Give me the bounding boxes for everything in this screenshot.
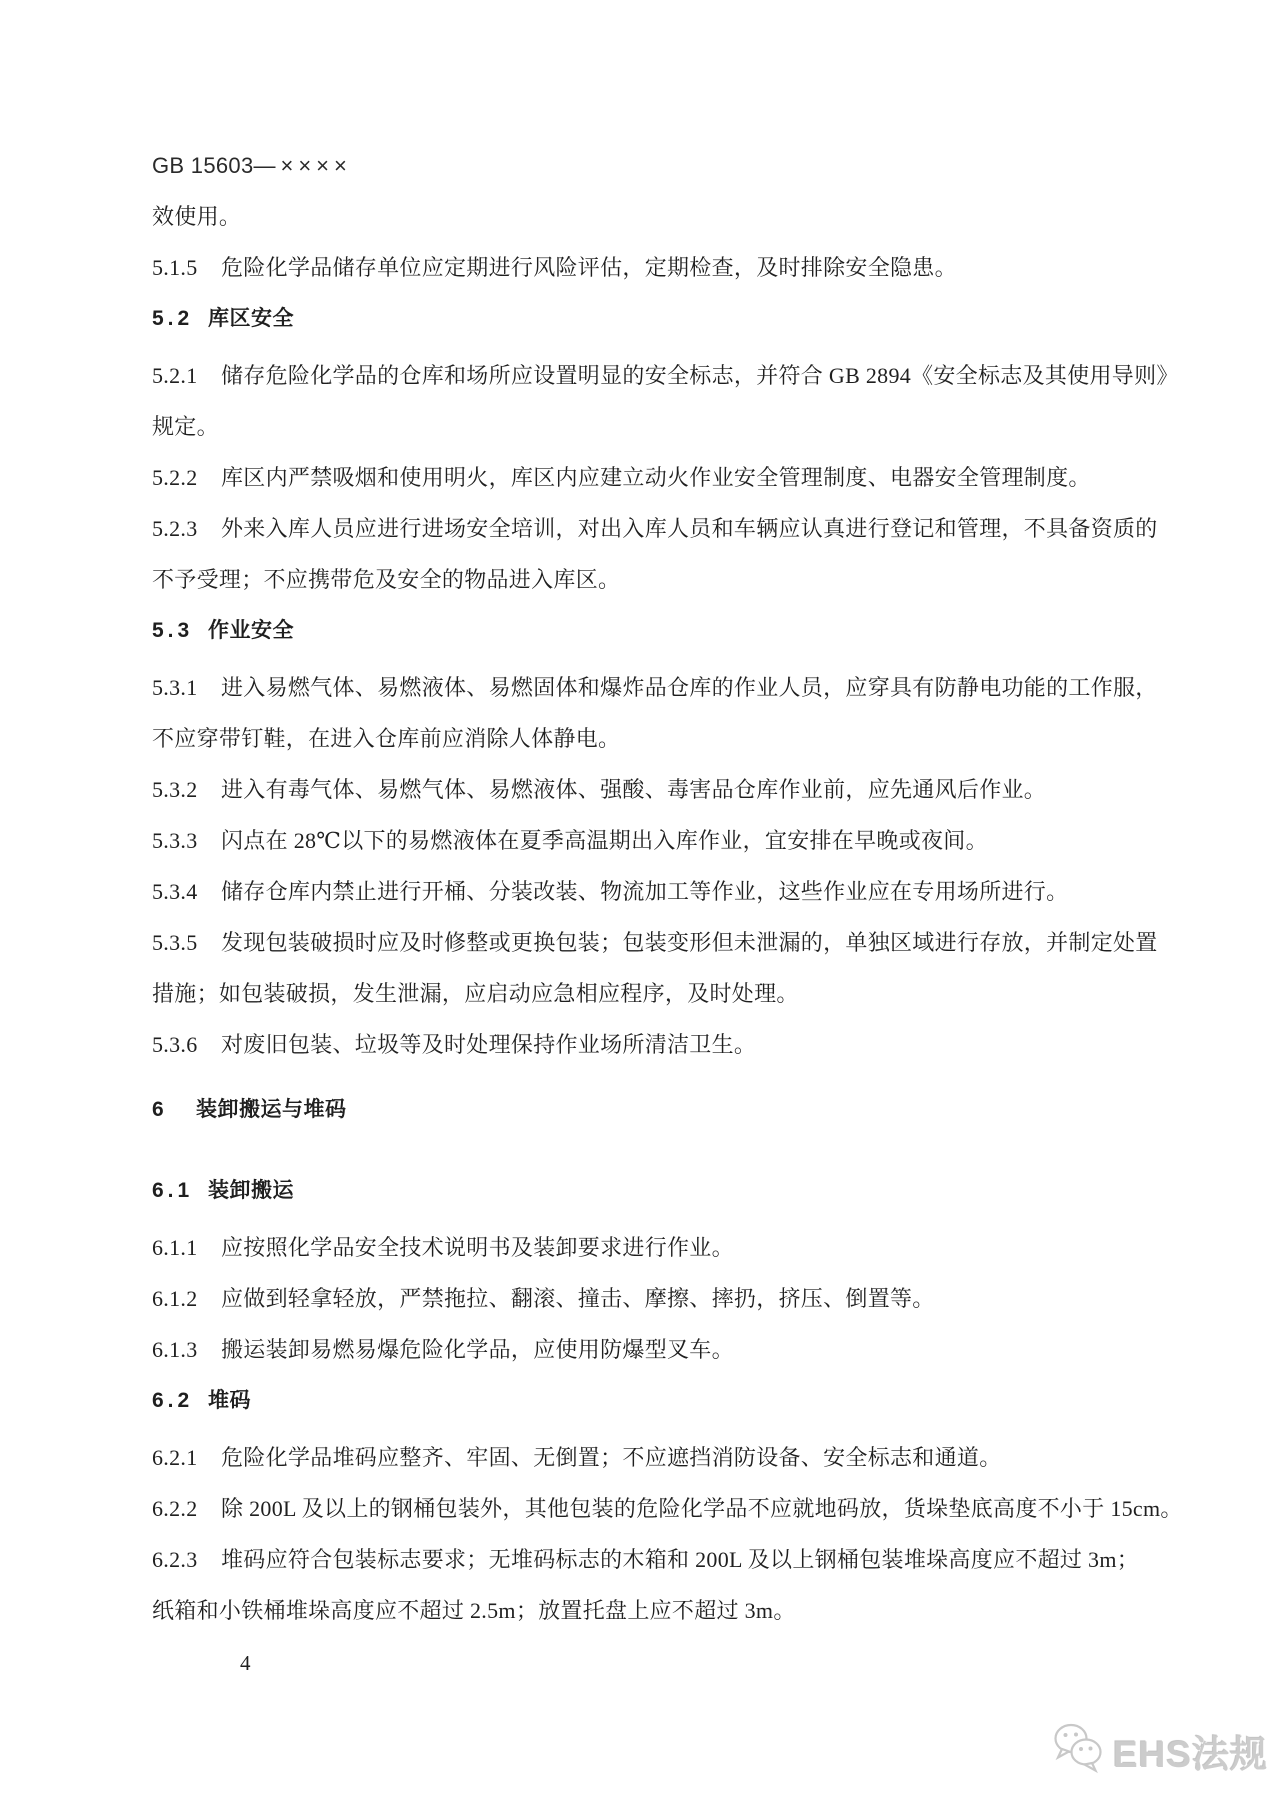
- wechat-icon: [1052, 1722, 1106, 1779]
- clause-line: [152, 1328, 1164, 1372]
- clause-text: 装卸搬运与堆码: [196, 1098, 347, 1121]
- clause-text: 储存危险化学品的仓库和场所应设置明显的安全标志，并符合 GB 2894《安全标志及其使用导则》: [221, 363, 1179, 388]
- clause-number: 5.2.3: [152, 516, 198, 541]
- watermark-label: EHS法规: [1113, 1733, 1269, 1775]
- clause-line: [152, 768, 1164, 812]
- clause-number: 5.3.3: [152, 828, 198, 853]
- clause-number: 5.2.2: [152, 465, 198, 490]
- clause-line: [152, 1226, 1164, 1270]
- standard-year-placeholder: —××××: [253, 153, 352, 178]
- page-number: 4: [240, 1651, 251, 1675]
- clause-line: [152, 507, 1164, 551]
- continuation-line: [152, 195, 1164, 239]
- clause-list: [152, 195, 1183, 1633]
- chapter-heading: [152, 1088, 1164, 1132]
- clause-text: 应做到轻拿轻放，严禁拖拉、翻滚、撞击、摩擦、摔扔，挤压、倒置等。: [221, 1286, 935, 1311]
- section-heading: [152, 609, 1164, 653]
- clause-line: [152, 1436, 1164, 1480]
- clause-text: 进入有毒气体、易燃气体、易燃液体、强酸、毒害品仓库作业前，应先通风后作业。: [221, 777, 1047, 802]
- clause-text: 不予受理；不应携带危及安全的物品进入库区。: [152, 567, 621, 592]
- section-heading: [152, 1169, 1164, 1213]
- clause-text: 规定。: [152, 414, 219, 439]
- clause-line: [152, 819, 1164, 863]
- clause-text: 发现包装破损时应及时修整或更换包装；包装变形但未泄漏的，单独区域进行存放，并制定处置: [221, 930, 1158, 955]
- clause-text: 库区安全: [208, 307, 294, 330]
- document-content: [152, 144, 1183, 1692]
- clause-text: 危险化学品储存单位应定期进行风险评估，定期检查，及时排除安全隐患。: [221, 255, 957, 280]
- clause-number: 5.3: [152, 619, 194, 642]
- clause-number: 6.1: [152, 1179, 194, 1202]
- continuation-line: [152, 972, 1164, 1016]
- clause-number: 5.1.5: [152, 255, 198, 280]
- clause-line: [152, 1487, 1183, 1531]
- clause-text: 对废旧包装、垃圾等及时处理保持作业场所清洁卫生。: [221, 1032, 757, 1057]
- clause-number: 5.3.6: [152, 1032, 198, 1057]
- clause-number: 5.2.1: [152, 363, 198, 388]
- clause-line: [152, 1023, 1164, 1067]
- clause-number: 6: [152, 1098, 165, 1121]
- clause-text: 堆码应符合包装标志要求；无堆码标志的木箱和 200L 及以上钢桶包装堆垛高度应不超过 3m；: [221, 1547, 1140, 1572]
- clause-text: 措施；如包装破损，发生泄漏，应启动应急相应程序，及时处理。: [152, 981, 799, 1006]
- clause-line: [152, 1538, 1164, 1582]
- clause-line: [152, 870, 1164, 914]
- clause-text: 堆码: [208, 1389, 251, 1412]
- section-heading: [152, 1379, 1164, 1423]
- clause-line: [152, 921, 1164, 965]
- clause-number: 6.2.2: [152, 1496, 198, 1521]
- clause-text: 应按照化学品安全技术说明书及装卸要求进行作业。: [221, 1235, 734, 1260]
- clause-number: 6.2: [152, 1389, 194, 1412]
- clause-text: 装卸搬运: [208, 1179, 294, 1202]
- clause-text: 闪点在 28℃以下的易燃液体在夏季高温期出入库作业，宜安排在早晚或夜间。: [221, 828, 988, 853]
- section-heading: [152, 297, 1164, 341]
- clause-text: 纸箱和小铁桶堆垛高度应不超过 2.5m；放置托盘上应不超过 3m。: [152, 1598, 796, 1623]
- continuation-line: [152, 1589, 1164, 1633]
- running-header: [152, 144, 1164, 188]
- clause-number: 5.3.4: [152, 879, 198, 904]
- clause-text: 搬运装卸易燃易爆危险化学品，应使用防爆型叉车。: [221, 1337, 734, 1362]
- clause-text: 不应穿带钉鞋，在进入仓库前应消除人体静电。: [152, 726, 621, 751]
- clause-line: [152, 246, 1164, 290]
- clause-line: [152, 456, 1164, 500]
- clause-number: 6.2.1: [152, 1445, 198, 1470]
- watermark: [1052, 1722, 1268, 1779]
- clause-text: 作业安全: [208, 619, 294, 642]
- clause-text: 效使用。: [152, 204, 242, 229]
- clause-number: 5.2: [152, 307, 194, 330]
- clause-text: 储存仓库内禁止进行开桶、分装改装、物流加工等作业，这些作业应在专用场所进行。: [221, 879, 1069, 904]
- clause-line: [152, 354, 1179, 398]
- clause-text: 危险化学品堆码应整齐、牢固、无倒置；不应遮挡消防设备、安全标志和通道。: [221, 1445, 1002, 1470]
- clause-number: 6.2.3: [152, 1547, 198, 1572]
- clause-text: 进入易燃气体、易燃液体、易燃固体和爆炸品仓库的作业人员，应穿具有防静电功能的工作服，: [221, 675, 1158, 700]
- continuation-line: [152, 405, 1164, 449]
- clause-line: [152, 1277, 1164, 1321]
- clause-number: 5.3.1: [152, 675, 198, 700]
- clause-number: 6.1.1: [152, 1235, 198, 1260]
- clause-text: 除 200L 及以上的钢桶包装外，其他包装的危险化学品不应就地码放，货垛垫底高度不小于 15cm。: [221, 1496, 1183, 1521]
- continuation-line: [152, 717, 1164, 761]
- clause-text: 外来入库人员应进行进场安全培训，对出入库人员和车辆应认真进行登记和管理，不具备资质的: [221, 516, 1158, 541]
- clause-number: 5.3.2: [152, 777, 198, 802]
- clause-number: 6.1.3: [152, 1337, 198, 1362]
- clause-text: 库区内严禁吸烟和使用明火，库区内应建立动火作业安全管理制度、电器安全管理制度。: [221, 465, 1091, 490]
- continuation-line: [152, 558, 1164, 602]
- standard-number: GB 15603: [152, 153, 254, 178]
- clause-number: 5.3.5: [152, 930, 198, 955]
- clause-line: [152, 666, 1164, 710]
- clause-number: 6.1.2: [152, 1286, 198, 1311]
